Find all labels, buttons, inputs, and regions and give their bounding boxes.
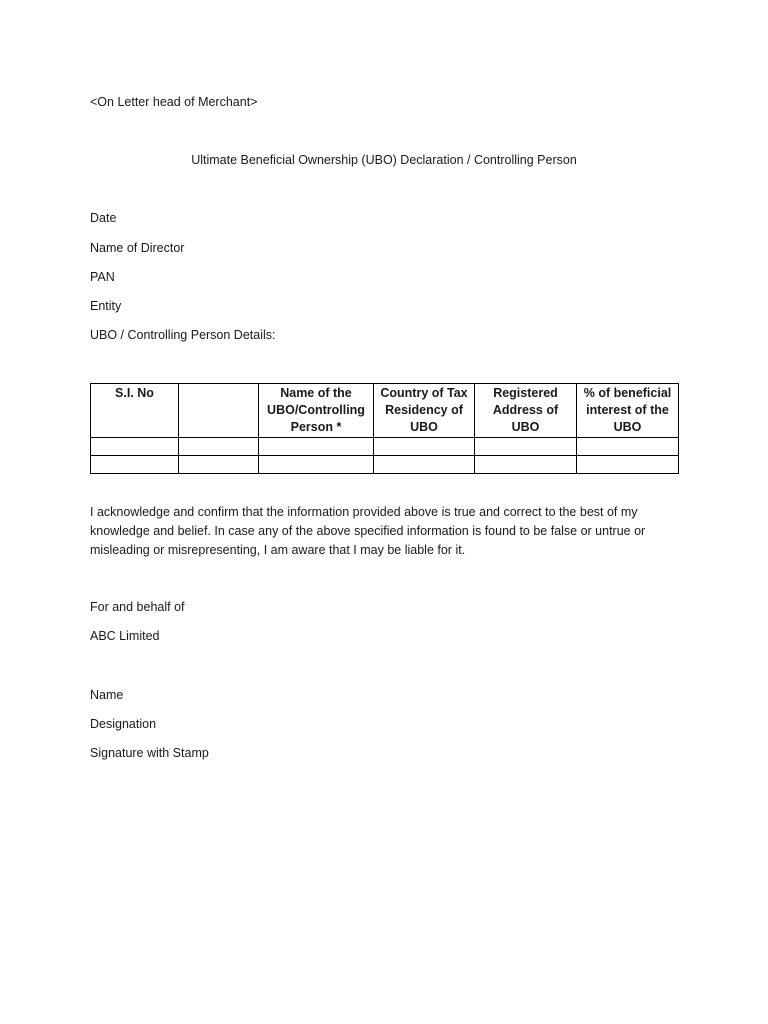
table-row <box>91 456 679 474</box>
table-cell[interactable] <box>91 438 179 456</box>
table-header-row <box>91 384 679 438</box>
header-registered-address: Registered Address of UBO <box>475 384 577 438</box>
declaration-paragraph: I acknowledge and confirm that the information provided above is true and correct to the best of my knowledge and belief. In case any of the above specified information is found to be false or untrue or misleading or misrepresenting, I am aware that I may be liable for it. <box>90 505 646 557</box>
date-label: Date <box>90 211 117 225</box>
header-serial-number: S.I. No <box>91 384 179 438</box>
table-cell[interactable] <box>577 456 679 474</box>
table-cell[interactable] <box>91 456 179 474</box>
entity-label: Entity <box>90 299 122 313</box>
table-cell[interactable] <box>179 456 259 474</box>
company-name: ABC Limited <box>90 629 160 643</box>
table-row <box>91 438 679 456</box>
signatory-name-label: Name <box>90 688 124 702</box>
for-and-behalf-label: For and behalf of <box>90 600 185 614</box>
director-name-label: Name of Director <box>90 241 185 255</box>
table-cell[interactable] <box>374 456 475 474</box>
table-cell[interactable] <box>259 456 374 474</box>
header-tax-residency-country: Country of Tax Residency of UBO <box>374 384 475 438</box>
table-cell[interactable] <box>374 438 475 456</box>
table-cell[interactable] <box>259 438 374 456</box>
document-title: Ultimate Beneficial Ownership (UBO) Declaration / Controlling Person <box>191 153 577 167</box>
signature-stamp-label: Signature with Stamp <box>90 746 209 760</box>
header-beneficial-interest: % of beneficial interest of the UBO <box>577 384 679 438</box>
header-ubo-name: Name of the UBO/Controlling Person * <box>259 384 374 438</box>
ubo-details-label: UBO / Controlling Person Details: <box>90 328 276 342</box>
designation-label: Designation <box>90 717 157 731</box>
header-blank <box>179 384 259 438</box>
table-cell[interactable] <box>179 438 259 456</box>
table-cell[interactable] <box>475 456 577 474</box>
table-cell[interactable] <box>577 438 679 456</box>
table-cell[interactable] <box>475 438 577 456</box>
ubo-details-table <box>90 383 679 474</box>
letterhead-placeholder: <On Letter head of Merchant> <box>90 95 258 109</box>
pan-label: PAN <box>90 270 115 284</box>
